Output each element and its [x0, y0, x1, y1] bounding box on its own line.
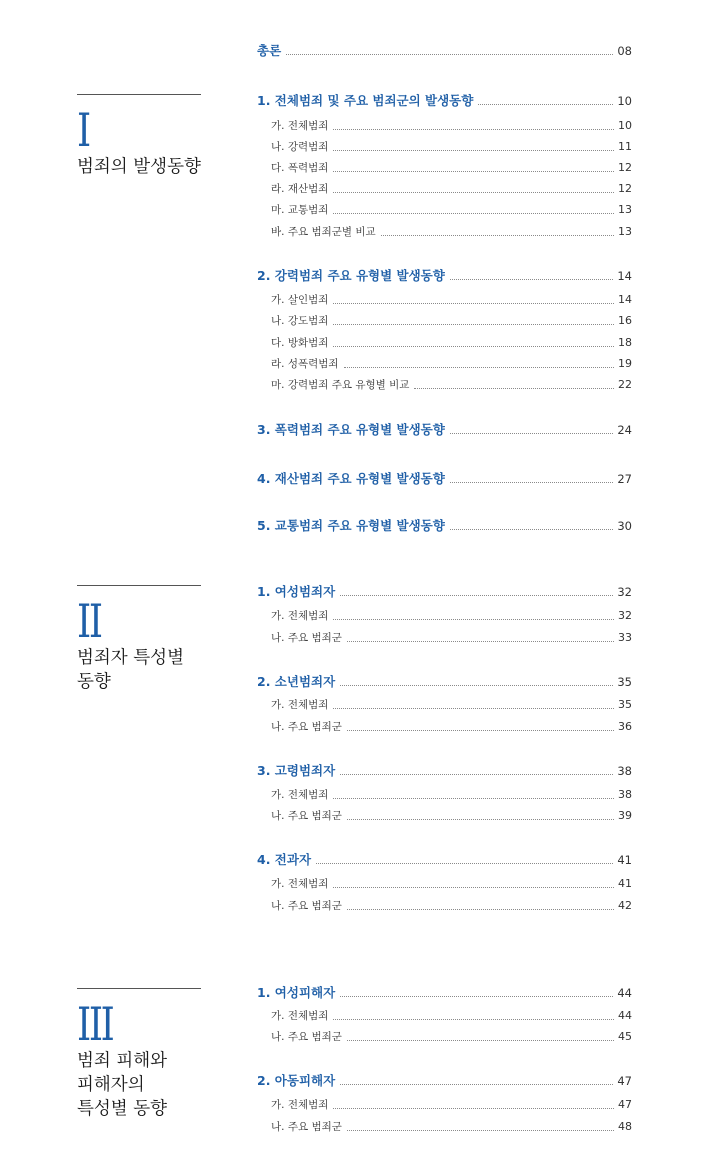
toc-page: 41 — [617, 853, 632, 867]
toc-item[interactable] — [271, 308, 632, 328]
toc-page: 45 — [618, 1030, 632, 1043]
toc-item[interactable] — [271, 1003, 632, 1023]
leader-dots — [340, 996, 613, 997]
toc-page: 44 — [618, 1009, 632, 1022]
toc-label: 나. 주요 범죄군 — [271, 1121, 342, 1133]
leader-dots — [450, 279, 614, 280]
leader-dots — [316, 863, 613, 864]
toc-label: 4. 전과자 — [257, 852, 312, 867]
toc-page: 12 — [618, 182, 632, 195]
toc-page: 48 — [618, 1120, 632, 1133]
leader-dots — [333, 708, 614, 709]
leader-dots — [333, 619, 614, 620]
toc-page: 13 — [618, 203, 632, 216]
toc-section[interactable] — [257, 758, 632, 778]
leader-dots — [333, 150, 614, 151]
toc-page: 47 — [617, 1074, 632, 1088]
toc-label: 나. 강력범죄 — [271, 141, 329, 153]
leader-dots — [333, 213, 614, 214]
toc-section[interactable] — [257, 466, 632, 486]
leader-dots — [344, 367, 614, 368]
leader-dots — [381, 235, 614, 236]
toc-label: 1. 여성범죄자 — [257, 584, 336, 599]
leader-dots — [333, 129, 614, 130]
toc-label: 마. 강력범죄 주요 유형별 비교 — [271, 379, 410, 391]
toc-item[interactable] — [271, 625, 632, 645]
toc-label: 나. 강도범죄 — [271, 315, 329, 327]
toc-label: 바. 주요 범죄군별 비교 — [271, 226, 376, 238]
toc-section[interactable] — [257, 513, 632, 533]
toc-item[interactable] — [271, 714, 632, 734]
toc-label: 1. 여성피해자 — [257, 985, 336, 1000]
toc-page: 30 — [617, 519, 632, 533]
toc-item[interactable] — [271, 155, 632, 175]
toc-section[interactable] — [257, 88, 632, 108]
leader-dots — [450, 433, 614, 434]
divider — [77, 585, 201, 586]
leader-dots — [333, 192, 614, 193]
leader-dots — [340, 774, 613, 775]
toc-page: 10 — [617, 94, 632, 108]
toc-label: 가. 전체범죄 — [271, 878, 329, 890]
toc-page: 14 — [618, 293, 632, 306]
toc-item[interactable] — [271, 692, 632, 712]
toc-page: 12 — [618, 161, 632, 174]
toc-item[interactable] — [271, 1092, 632, 1112]
toc-label: 가. 전체범죄 — [271, 789, 329, 801]
toc-page: 14 — [617, 269, 632, 283]
leader-dots — [450, 482, 614, 483]
toc-page: 13 — [618, 225, 632, 238]
toc-item[interactable] — [271, 782, 632, 802]
toc-item[interactable] — [271, 134, 632, 154]
toc-label: 마. 교통범죄 — [271, 204, 329, 216]
toc-page: 36 — [618, 720, 632, 733]
toc-intro[interactable] — [257, 38, 632, 58]
toc-label: 5. 교통범죄 주요 유형별 발생동향 — [257, 518, 445, 533]
toc-section[interactable] — [257, 980, 632, 1000]
toc-label: 가. 전체범죄 — [271, 610, 329, 622]
toc-page: 44 — [617, 986, 632, 1000]
toc-page: 10 — [618, 119, 632, 132]
toc-item[interactable] — [271, 803, 632, 823]
toc-item[interactable] — [271, 871, 632, 891]
toc-label: 가. 전체범죄 — [271, 699, 329, 711]
part-title: 범죄자 특성별 동향 — [77, 648, 184, 692]
divider — [77, 988, 201, 989]
toc-page: 38 — [618, 788, 632, 801]
toc-label: 1. 전체범죄 및 주요 범죄군의 발생동향 — [257, 93, 474, 108]
leader-dots — [450, 529, 614, 530]
toc-item[interactable] — [271, 219, 632, 239]
toc-label: 라. 성폭력범죄 — [271, 358, 339, 370]
leader-dots — [414, 388, 614, 389]
toc-label: 가. 살인범죄 — [271, 294, 329, 306]
toc-page: 22 — [618, 378, 632, 391]
toc-item[interactable] — [271, 287, 632, 307]
leader-dots — [333, 798, 614, 799]
toc-label: 2. 아동피해자 — [257, 1073, 336, 1088]
part-header — [77, 585, 201, 694]
leader-dots — [340, 595, 613, 596]
toc-page: 16 — [618, 314, 632, 327]
toc-item[interactable] — [271, 351, 632, 371]
leader-dots — [340, 1084, 613, 1085]
toc-page: 11 — [618, 140, 632, 153]
toc-item[interactable] — [271, 330, 632, 350]
toc-item[interactable] — [271, 1114, 632, 1134]
toc-page: 35 — [617, 675, 632, 689]
part-header — [77, 988, 201, 1121]
toc-page: 08 — [617, 44, 632, 58]
toc-label: 나. 주요 범죄군 — [271, 721, 342, 733]
leader-dots — [347, 819, 614, 820]
part-numeral: III — [77, 997, 113, 1051]
toc-item[interactable] — [271, 113, 632, 133]
leader-dots — [340, 685, 613, 686]
leader-dots — [333, 1019, 614, 1020]
part-title: 범죄 피해와 피해자의 특성별 동향 — [77, 1051, 168, 1119]
toc-page: 41 — [618, 877, 632, 890]
toc-page: 38 — [617, 764, 632, 778]
toc-label: 3. 고령범죄자 — [257, 763, 336, 778]
leader-dots — [333, 303, 614, 304]
toc-label: 3. 폭력범죄 주요 유형별 발생동향 — [257, 422, 445, 437]
toc-section[interactable] — [257, 579, 632, 599]
toc-label: 가. 전체범죄 — [271, 1010, 329, 1022]
toc-item[interactable] — [271, 197, 632, 217]
toc-label: 4. 재산범죄 주요 유형별 발생동향 — [257, 471, 445, 486]
leader-dots — [347, 909, 614, 910]
toc-label: 나. 주요 범죄군 — [271, 1031, 342, 1043]
leader-dots — [347, 1040, 614, 1041]
leader-dots — [478, 104, 613, 105]
leader-dots — [333, 1108, 614, 1109]
part-numeral: II — [77, 594, 101, 648]
toc-page: 35 — [618, 698, 632, 711]
toc-section[interactable] — [257, 263, 632, 283]
toc-item[interactable] — [271, 372, 632, 392]
toc-section[interactable] — [257, 847, 632, 867]
toc-page: 32 — [617, 585, 632, 599]
toc-label: 나. 주요 범죄군 — [271, 632, 342, 644]
toc-label: 총론 — [257, 43, 282, 58]
toc-label: 다. 방화범죄 — [271, 337, 329, 349]
toc-page: 27 — [617, 472, 632, 486]
leader-dots — [347, 1130, 614, 1131]
part-title: 범죄의 발생동향 — [77, 157, 201, 177]
toc-label: 다. 폭력범죄 — [271, 162, 329, 174]
toc-label: 2. 강력범죄 주요 유형별 발생동향 — [257, 268, 445, 283]
toc-item[interactable] — [271, 1024, 632, 1044]
leader-dots — [347, 730, 614, 731]
toc-page: 47 — [618, 1098, 632, 1111]
leader-dots — [333, 324, 614, 325]
toc-page: 32 — [618, 609, 632, 622]
toc-page: 39 — [618, 809, 632, 822]
part-header — [77, 94, 201, 179]
toc-section[interactable] — [257, 417, 632, 437]
leader-dots — [333, 171, 614, 172]
toc-page: 42 — [618, 899, 632, 912]
divider — [77, 94, 201, 95]
leader-dots — [333, 346, 614, 347]
toc-item[interactable] — [271, 603, 632, 623]
leader-dots — [333, 887, 614, 888]
toc-label: 라. 재산범죄 — [271, 183, 329, 195]
part-numeral: I — [77, 103, 89, 157]
leader-dots — [347, 641, 614, 642]
toc-item[interactable] — [271, 176, 632, 196]
toc-page: 24 — [617, 423, 632, 437]
toc-page: 18 — [618, 336, 632, 349]
toc-label: 가. 전체범죄 — [271, 1099, 329, 1111]
toc-section[interactable] — [257, 1068, 632, 1088]
toc-label: 나. 주요 범죄군 — [271, 810, 342, 822]
leader-dots — [286, 54, 613, 55]
toc-page: 33 — [618, 631, 632, 644]
toc-item[interactable] — [271, 893, 632, 913]
toc-section[interactable] — [257, 669, 632, 689]
toc-label: 나. 주요 범죄군 — [271, 900, 342, 912]
toc-page: 19 — [618, 357, 632, 370]
toc-label: 2. 소년범죄자 — [257, 674, 336, 689]
toc-label: 가. 전체범죄 — [271, 120, 329, 132]
